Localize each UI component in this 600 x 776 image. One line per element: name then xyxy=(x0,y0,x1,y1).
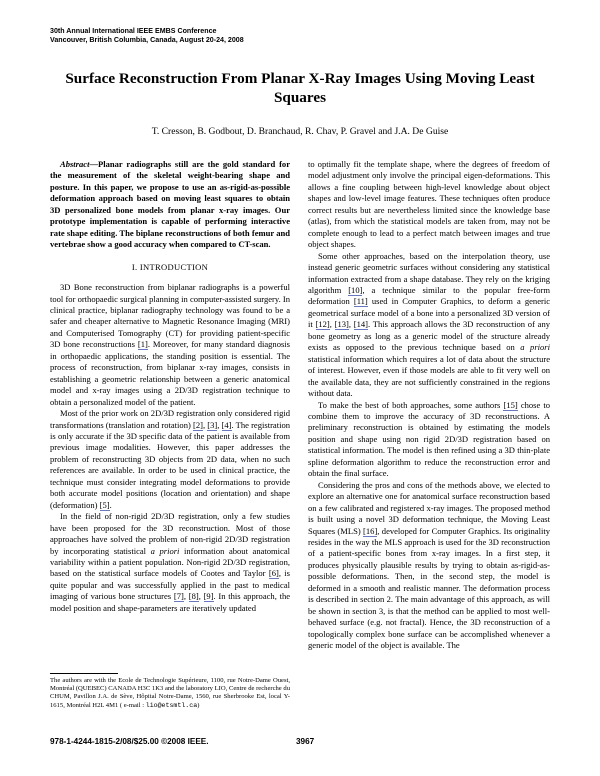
citation-link[interactable]: [1] xyxy=(137,339,148,350)
conference-name: 30th Annual International IEEE EMBS Conference xyxy=(50,27,217,35)
citation-link[interactable]: [16] xyxy=(363,525,378,536)
paragraph: Some other approaches, based on the interpolation theory, use instead generic geometric surfaces without considering any statistical information extracted from a shape database. They rely on the kriging algorithm [10], a technique similar to the popular free-form deformation [11] used in Computer Graphics, to deform a generic geometrical surface model of a bone into a personalized 3D version of it [12], [13], [14]. This approach allows the 3D reconstruction of any bone geometry as long as a generic model of the structure already exists as opposed to the previous technique based on a priori statistical information which requires a lot of data about the structure of interest. However, even if those models are able to fit very well on the available data, they are not sufficiently constrained in the regions without data. xyxy=(308,250,551,399)
conference-header xyxy=(50,27,244,45)
citation-link[interactable]: [2] xyxy=(193,419,203,430)
left-column xyxy=(50,159,290,614)
citation-link[interactable]: [7] xyxy=(173,591,184,602)
footnote-rule xyxy=(50,673,118,674)
citation-link[interactable]: [6] xyxy=(268,568,279,579)
author-list: T. Cresson, B. Godbout, D. Branchaud, R. Chav, P. Gravel and J.A. De Guise xyxy=(151,126,449,137)
abstract-label: Abstract xyxy=(60,159,90,169)
right-column xyxy=(308,159,550,651)
citation-link[interactable]: [12] xyxy=(315,319,330,330)
abstract: Abstract—Planar radiographs still are the gold standard for the measurement of the skeletal weight-bearing shape and posture. In this paper, we propose to use an as-rigid-as-possible deformation approach based on moving least squares to obtain 3D personalized bone models from planar x-ray images. Our prototype implementation is capable of performing interactive rate shape editing. The biplane reconstructions of both femur and vertebrae show a good accuracy when compared to CT-scan. xyxy=(50,159,290,250)
section-heading-introduction: I. INTRODUCTION xyxy=(131,261,209,272)
citation-link[interactable]: [14] xyxy=(353,319,369,330)
conference-location: Vancouver, British Columbia, Canada, August 20-24, 2008 xyxy=(50,36,244,44)
paragraph: To make the best of both approaches, some authors [15] chose to combine them to improve the accuracy of 3D reconstructions. A preliminary reconstruction is obtained by estimating the models position and shape using non rigid 2D/3D registration based on statistical information. The model is then refined using a 3D thin-plate spline deformation algorithm to reduce the reconstruction error and obtain the final surface. xyxy=(308,399,551,479)
page-number: 3967 xyxy=(296,737,315,746)
citation-link[interactable]: [10] xyxy=(348,284,363,295)
isbn-copyright: 978-1-4244-1815-2/08/$25.00 ©2008 IEEE. xyxy=(50,737,209,746)
citation-link[interactable]: [8] xyxy=(188,591,199,602)
paragraph: In the field of non-rigid 2D/3D registration, only a few studies have been proposed for the 3D reconstruction. Most of those approaches have solved the problem of non-rigid 2D/3D registration by incorporating statistical a priori information about anatomical variability within a patient population. Non-rigid 2D/3D registration, based on the statistical surface models of Cootes and Taylor [6], is quite popular and was successfully applied in the past to medical imaging of various bone structures [7], [8], [9]. In this approach, the model position and shape-parameters are iteratively updated xyxy=(50,511,291,613)
paragraph: Most of the prior work on 2D/3D registration only considered rigid transformations (translation and rotation) [2], [3], [4]. The registration is only accurate if the 3D specific data of the patient is available from previous image modalities. However, this paper addresses the problem of reconstructing 3D objects from 2D data, when no such references are available. In order to be used in clinical practice, the technique must consider integrating model deformations to provide both accurate model positions (location and orientation) and shape (deformation) [5]. xyxy=(50,408,291,510)
paragraph: 3D Bone reconstruction from biplanar radiographs is a powerful tool for orthopaedic surgical planning in computer-assisted surgery. In clinical practice, biplanar radiography technology was found to be a safer and cheaper alternative to Magnetic Resonance Imaging (MRI) and Computerised Tomography (CT) for providing patient-specific 3D bone reconstructions [1]. Moreover, for many standard diagnosis in orthopaedic applications, the standing position is essential. The process of reconstruction, from biplanar x-ray images, consists in establishing a geometric relationship between a generic anatomical model and x-ray images using a 2D/3D registration technique to obtain a personalized model of the patient. xyxy=(50,282,291,407)
paragraph: to optimally fit the template shape, where the degrees of freedom of model adjustment only involve the principal eigen-deformations. This allows a fine coupling between high-level knowledge about object shapes and low-level image features. These techniques often produce correct results but are nevertheless limited since the knowledge base (atlas), from which the statistical models are taken from, may not be complete enough to lead to a perfect match between images and true object shapes. xyxy=(308,159,550,250)
paper-title: Surface Reconstruction From Planar X-Ray Images Using Moving Least Squares xyxy=(65,70,535,106)
citation-link[interactable]: [4] xyxy=(221,419,232,430)
abstract-text: Planar radiographs still are the gold standard for the measurement of the skeletal weight-bearing shape and posture. In this paper, we propose to use an as-rigid-as-possible deformation approach based on moving least squares to obtain 3D personalized bone models from planar x-ray images. Our prototype implementation is capable of performing interactive rate shape editing. The biplane reconstructions of both femur and vertebrae show a good accuracy when compared to CT-scan. xyxy=(50,159,290,250)
paragraph: Considering the pros and cons of the methods above, we elected to explore an alternative one for anatomical surface reconstruction based on a few calibrated and registered x-ray images. The proposed method is built using a novel 3D deformation technique, the Moving Least Squares (MLS) [16], developed for Computer Graphics. Its originality resides in the way the MLS approach is used for the 3D reconstruction of a patient-specific bones from x-ray images. In a first step, it produces physically plausible results by trying to obtain as-rigid-as-possible deformations. Then, in the second step, the model is deformed in a smooth and realistic manner. The deformation process is described in section 2. The main advantage of this approach, as will be shown in section 3, is that the method can be applied to most well-behaved surface (e.g. not fractal). Hence, the 3D reconstruction of a topologically complex bone surface can be accomplished whenever a generic model of the object is available. The xyxy=(308,479,550,651)
citation-link[interactable]: [3] xyxy=(207,419,218,430)
citation-link[interactable]: [9] xyxy=(203,591,214,602)
email-address: lio@etsmtl.ca xyxy=(145,701,198,709)
footnote: The authors are with the Ecole de Technologie Supérieure, 1100, rue Notre-Dame Ouest, Montréal (QUEBEC) CANADA H3C 1K3 and the laboratory LIO, Centre de recherche du CHUM, Pavillon J.A. de Sève, Hôpital Notre-Dame, 1560, rue Sherbrooke Est, local Y-1615, Montréal H2L 4M1 ( e-mail : lio@etsmtl.ca) xyxy=(50,677,290,709)
citation-link[interactable]: [15] xyxy=(503,399,518,410)
citation-link[interactable]: [13] xyxy=(334,319,349,330)
citation-link[interactable]: [5] xyxy=(99,499,110,510)
citation-link[interactable]: [11] xyxy=(353,296,368,307)
